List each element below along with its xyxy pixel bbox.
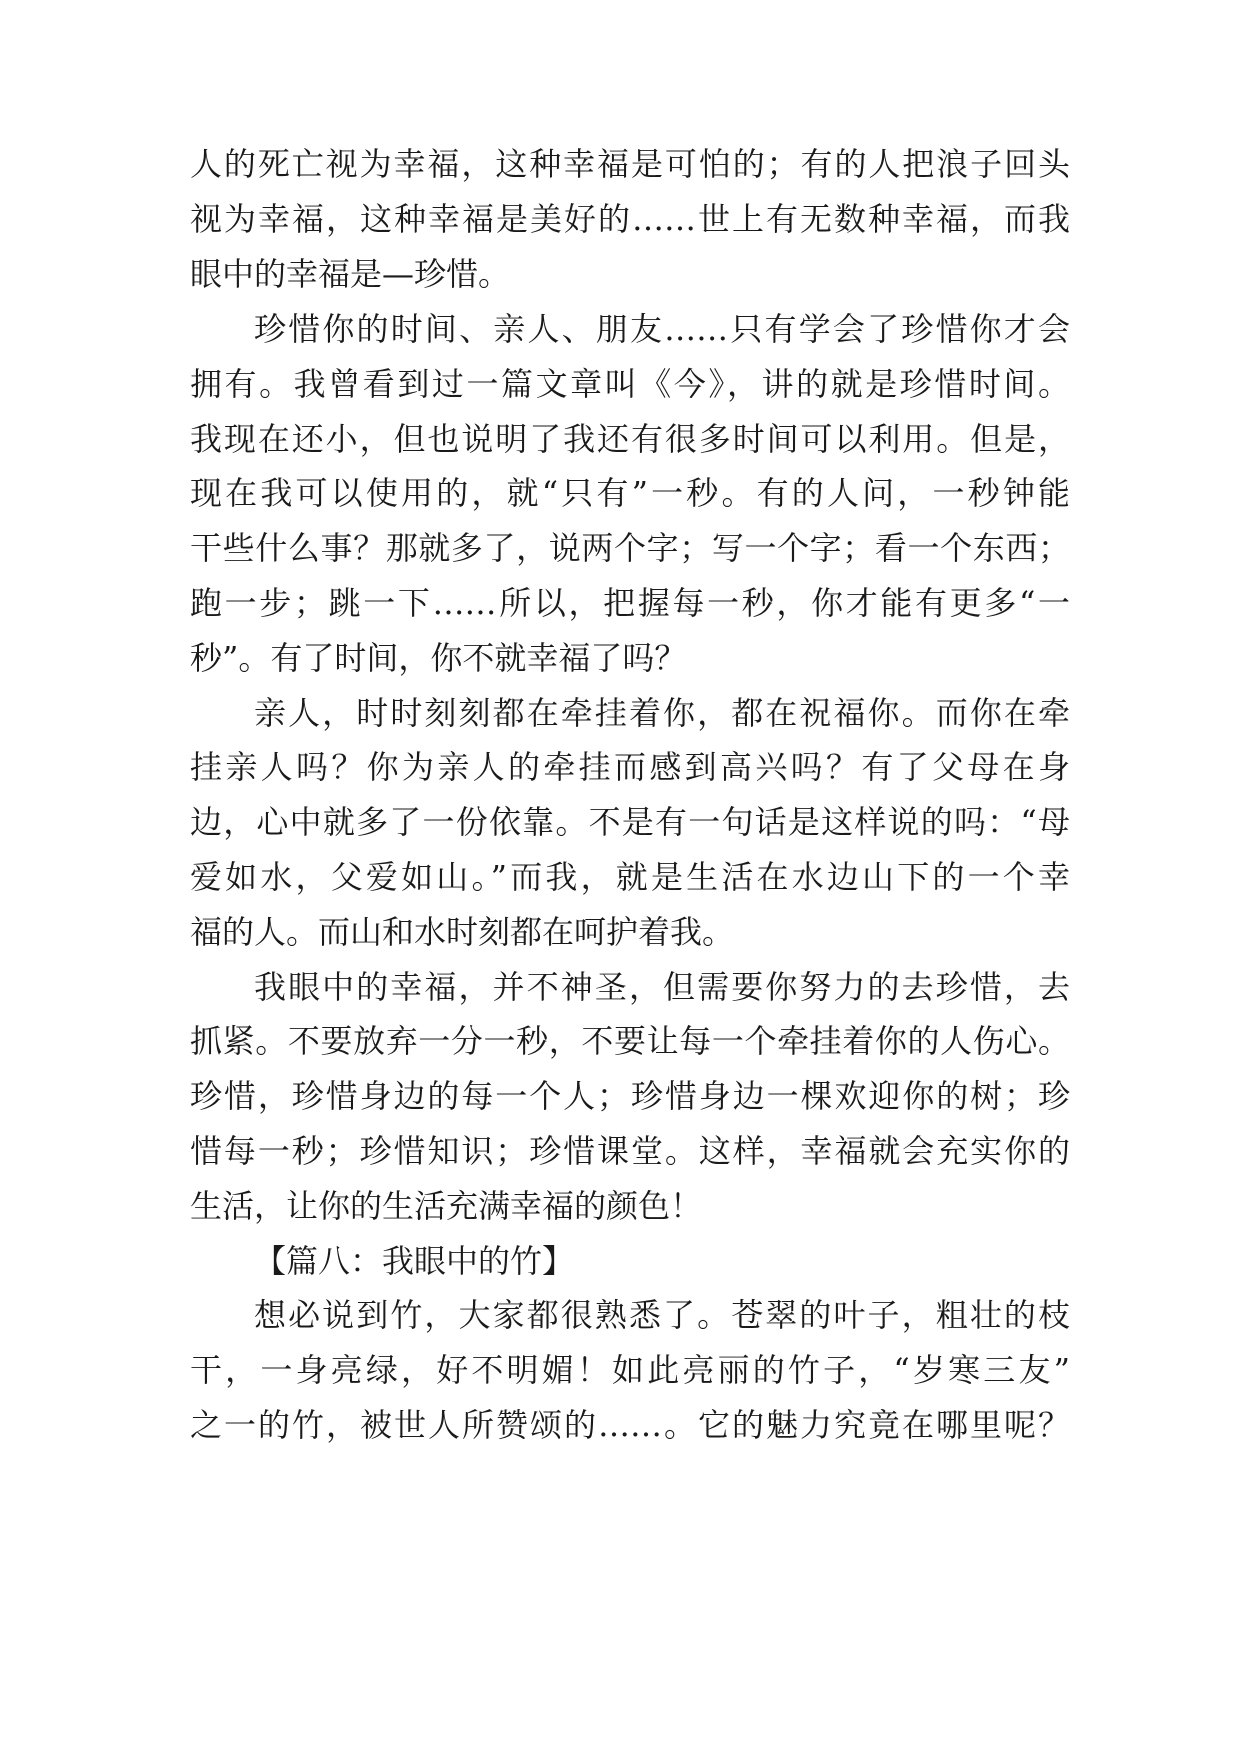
text-line: 福的人。而山和水时刻都在呵护着我。 [190, 913, 735, 951]
text-line: 眼中的幸福是—珍惜。 [190, 255, 511, 293]
text-line: 跑一步；跳一下……所以，把握每一秒，你才能有更多“一 [190, 584, 1070, 622]
text-line: 干，一身亮绿，好不明媚！如此亮丽的竹子，“岁寒三友” [190, 1351, 1070, 1389]
text-line: 爱如水，父爱如山。”而我，就是生活在水边山下的一个幸 [190, 858, 1070, 896]
text-line: 干些什么事？那就多了，说两个字；写一个字；看一个东西； [190, 529, 1070, 567]
paragraph-first-line: 珍惜你的时间、亲人、朋友……只有学会了珍惜你才会 [254, 310, 1070, 348]
text-line: 之一的竹，被世人所赞颂的……。它的魅力究竟在哪里呢？ [190, 1406, 1070, 1444]
text-line: 生活，让你的生活充满幸福的颜色！ [190, 1187, 703, 1225]
text-line: 人的死亡视为幸福，这种幸福是可怕的；有的人把浪子回头 [190, 145, 1070, 183]
section-heading: 【篇八：我眼中的竹】 [254, 1242, 575, 1280]
text-line: 惜每一秒；珍惜知识；珍惜课堂。这样，幸福就会充实你的 [190, 1132, 1070, 1170]
paragraph-first-line: 我眼中的幸福，并不神圣，但需要你努力的去珍惜，去 [254, 968, 1070, 1006]
text-line: 拥有。我曾看到过一篇文章叫《今》，讲的就是珍惜时间。 [190, 365, 1070, 403]
text-line: 边，心中就多了一份依靠。不是有一句话是这样说的吗：“母 [190, 803, 1070, 841]
text-line: 珍惜，珍惜身边的每一个人；珍惜身边一棵欢迎你的树；珍 [190, 1077, 1070, 1115]
paragraph-first-line: 想必说到竹，大家都很熟悉了。苍翠的叶子，粗壮的枝 [254, 1296, 1070, 1334]
paragraph-first-line: 亲人，时时刻刻都在牵挂着你，都在祝福你。而你在牵 [254, 694, 1070, 732]
text-line: 挂亲人吗？你为亲人的牵挂而感到高兴吗？有了父母在身 [190, 748, 1070, 786]
text-line: 现在我可以使用的，就“只有”一秒。有的人问，一秒钟能 [190, 474, 1070, 512]
text-line: 抓紧。不要放弃一分一秒，不要让每一个牵挂着你的人伤心。 [190, 1022, 1070, 1060]
text-line: 视为幸福，这种幸福是美好的……世上有无数种幸福，而我 [190, 200, 1070, 238]
text-line: 我现在还小，但也说明了我还有很多时间可以利用。但是， [190, 420, 1070, 458]
text-line: 秒”。有了时间，你不就幸福了吗？ [190, 639, 687, 677]
